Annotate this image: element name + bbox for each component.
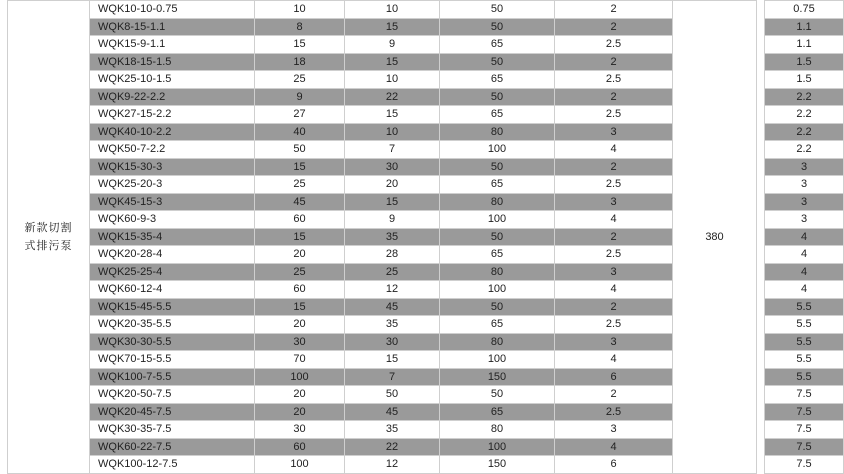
power-cell: 2.2 — [765, 123, 844, 141]
flow-cell: 45 — [255, 193, 345, 211]
flow-cell: 60 — [255, 281, 345, 299]
head-cell: 25 — [345, 263, 440, 281]
model-cell: WQK20-45-7.5 — [90, 403, 255, 421]
outlet-cell: 150 — [440, 368, 555, 386]
flow-cell: 20 — [255, 246, 345, 264]
head-cell: 45 — [345, 298, 440, 316]
head-cell: 10 — [345, 123, 440, 141]
outlet-cell: 50 — [440, 158, 555, 176]
spec-cell: 2 — [555, 88, 673, 106]
power-cell: 1.1 — [765, 18, 844, 36]
model-cell: WQK15-35-4 — [90, 228, 255, 246]
outlet-cell: 50 — [440, 88, 555, 106]
flow-cell: 100 — [255, 368, 345, 386]
pump-spec-body — [8, 1, 844, 474]
spec-cell: 2 — [555, 18, 673, 36]
flow-cell: 27 — [255, 106, 345, 124]
flow-cell: 10 — [255, 1, 345, 19]
category-label-line: 新款切割 — [24, 221, 73, 234]
outlet-cell: 65 — [440, 316, 555, 334]
spec-cell: 4 — [555, 281, 673, 299]
flow-cell: 20 — [255, 403, 345, 421]
model-cell: WQK60-9-3 — [90, 211, 255, 229]
category-label-line: 式排污泵 — [24, 239, 73, 252]
flow-cell: 18 — [255, 53, 345, 71]
flow-cell: 9 — [255, 88, 345, 106]
model-cell: WQK25-25-4 — [90, 263, 255, 281]
power-cell: 2.2 — [765, 141, 844, 159]
head-cell: 28 — [345, 246, 440, 264]
category-cell — [8, 1, 90, 474]
model-cell: WQK100-12-7.5 — [90, 456, 255, 474]
spec-cell: 2.5 — [555, 71, 673, 89]
power-cell: 0.75 — [765, 1, 844, 19]
voltage-cell: 380 — [673, 1, 757, 474]
head-cell: 35 — [345, 228, 440, 246]
power-cell: 7.5 — [765, 421, 844, 439]
spec-cell: 3 — [555, 421, 673, 439]
spec-cell: 2 — [555, 298, 673, 316]
power-cell: 7.5 — [765, 438, 844, 456]
head-cell: 7 — [345, 141, 440, 159]
spec-cell: 4 — [555, 438, 673, 456]
flow-cell: 60 — [255, 438, 345, 456]
head-cell: 35 — [345, 421, 440, 439]
outlet-cell: 100 — [440, 438, 555, 456]
power-cell: 4 — [765, 228, 844, 246]
power-cell: 5.5 — [765, 316, 844, 334]
model-cell: WQK70-15-5.5 — [90, 351, 255, 369]
flow-cell: 100 — [255, 456, 345, 474]
outlet-cell: 65 — [440, 176, 555, 194]
power-cell: 5.5 — [765, 298, 844, 316]
outlet-cell: 50 — [440, 228, 555, 246]
outlet-cell: 65 — [440, 36, 555, 54]
flow-cell: 25 — [255, 263, 345, 281]
head-cell: 35 — [345, 316, 440, 334]
outlet-cell: 100 — [440, 281, 555, 299]
power-cell: 3 — [765, 211, 844, 229]
flow-cell: 30 — [255, 333, 345, 351]
power-cell: 4 — [765, 281, 844, 299]
outlet-cell: 65 — [440, 403, 555, 421]
outlet-cell: 80 — [440, 333, 555, 351]
spec-cell: 3 — [555, 123, 673, 141]
flow-cell: 15 — [255, 298, 345, 316]
spec-cell: 2.5 — [555, 106, 673, 124]
spec-cell: 2.5 — [555, 403, 673, 421]
head-cell: 10 — [345, 1, 440, 19]
head-cell: 15 — [345, 351, 440, 369]
head-cell: 22 — [345, 438, 440, 456]
spec-cell: 2.5 — [555, 36, 673, 54]
flow-cell: 25 — [255, 176, 345, 194]
head-cell: 7 — [345, 368, 440, 386]
power-cell: 5.5 — [765, 368, 844, 386]
spec-cell: 6 — [555, 456, 673, 474]
outlet-cell: 100 — [440, 211, 555, 229]
model-cell: WQK60-12-4 — [90, 281, 255, 299]
flow-cell: 50 — [255, 141, 345, 159]
head-cell: 9 — [345, 36, 440, 54]
outlet-cell: 50 — [440, 18, 555, 36]
model-cell: WQK15-30-3 — [90, 158, 255, 176]
outlet-cell: 80 — [440, 123, 555, 141]
spec-cell: 6 — [555, 368, 673, 386]
head-cell: 50 — [345, 386, 440, 404]
model-cell: WQK40-10-2.2 — [90, 123, 255, 141]
head-cell: 20 — [345, 176, 440, 194]
power-cell: 5.5 — [765, 351, 844, 369]
head-cell: 15 — [345, 18, 440, 36]
spec-cell: 3 — [555, 333, 673, 351]
head-cell: 30 — [345, 158, 440, 176]
head-cell: 15 — [345, 193, 440, 211]
pump-spec-table — [7, 0, 844, 474]
head-cell: 9 — [345, 211, 440, 229]
outlet-cell: 65 — [440, 246, 555, 264]
spec-cell: 2 — [555, 158, 673, 176]
model-cell: WQK25-10-1.5 — [90, 71, 255, 89]
model-cell: WQK60-22-7.5 — [90, 438, 255, 456]
model-cell: WQK50-7-2.2 — [90, 141, 255, 159]
spec-cell: 2.5 — [555, 316, 673, 334]
power-cell: 4 — [765, 246, 844, 264]
flow-cell: 40 — [255, 123, 345, 141]
power-cell: 2.2 — [765, 88, 844, 106]
spec-cell: 4 — [555, 351, 673, 369]
power-cell: 2.2 — [765, 106, 844, 124]
flow-cell: 60 — [255, 211, 345, 229]
flow-cell: 15 — [255, 158, 345, 176]
head-cell: 15 — [345, 53, 440, 71]
power-cell: 1.5 — [765, 53, 844, 71]
power-cell: 7.5 — [765, 403, 844, 421]
model-cell: WQK10-10-0.75 — [90, 1, 255, 19]
outlet-cell: 150 — [440, 456, 555, 474]
column-gap — [757, 1, 765, 474]
outlet-cell: 80 — [440, 421, 555, 439]
head-cell: 22 — [345, 88, 440, 106]
table-row — [8, 1, 844, 19]
spec-cell: 2 — [555, 1, 673, 19]
power-cell: 4 — [765, 263, 844, 281]
head-cell: 12 — [345, 456, 440, 474]
power-cell: 1.1 — [765, 36, 844, 54]
outlet-cell: 100 — [440, 351, 555, 369]
power-cell: 3 — [765, 158, 844, 176]
head-cell: 12 — [345, 281, 440, 299]
spec-cell: 3 — [555, 263, 673, 281]
flow-cell: 15 — [255, 228, 345, 246]
head-cell: 45 — [345, 403, 440, 421]
spec-cell: 2 — [555, 386, 673, 404]
power-cell: 3 — [765, 193, 844, 211]
model-cell: WQK20-35-5.5 — [90, 316, 255, 334]
flow-cell: 20 — [255, 386, 345, 404]
model-cell: WQK20-50-7.5 — [90, 386, 255, 404]
model-cell: WQK8-15-1.1 — [90, 18, 255, 36]
outlet-cell: 100 — [440, 141, 555, 159]
outlet-cell: 65 — [440, 71, 555, 89]
power-cell: 3 — [765, 176, 844, 194]
model-cell: WQK9-22-2.2 — [90, 88, 255, 106]
power-cell: 7.5 — [765, 456, 844, 474]
outlet-cell: 80 — [440, 193, 555, 211]
spec-cell: 3 — [555, 193, 673, 211]
model-cell: WQK18-15-1.5 — [90, 53, 255, 71]
model-cell: WQK30-35-7.5 — [90, 421, 255, 439]
outlet-cell: 80 — [440, 263, 555, 281]
head-cell: 15 — [345, 106, 440, 124]
flow-cell: 20 — [255, 316, 345, 334]
outlet-cell: 65 — [440, 106, 555, 124]
flow-cell: 8 — [255, 18, 345, 36]
model-cell: WQK15-9-1.1 — [90, 36, 255, 54]
power-cell: 1.5 — [765, 71, 844, 89]
model-cell: WQK100-7-5.5 — [90, 368, 255, 386]
spec-cell: 2.5 — [555, 246, 673, 264]
model-cell: WQK25-20-3 — [90, 176, 255, 194]
head-cell: 30 — [345, 333, 440, 351]
spec-cell: 2 — [555, 228, 673, 246]
flow-cell: 25 — [255, 71, 345, 89]
flow-cell: 15 — [255, 36, 345, 54]
outlet-cell: 50 — [440, 386, 555, 404]
power-cell: 7.5 — [765, 386, 844, 404]
spec-cell: 4 — [555, 211, 673, 229]
outlet-cell: 50 — [440, 298, 555, 316]
spec-cell: 2 — [555, 53, 673, 71]
flow-cell: 30 — [255, 421, 345, 439]
model-cell: WQK30-30-5.5 — [90, 333, 255, 351]
head-cell: 10 — [345, 71, 440, 89]
model-cell: WQK27-15-2.2 — [90, 106, 255, 124]
outlet-cell: 50 — [440, 53, 555, 71]
outlet-cell: 50 — [440, 1, 555, 19]
spec-cell: 4 — [555, 141, 673, 159]
model-cell: WQK15-45-5.5 — [90, 298, 255, 316]
power-cell: 5.5 — [765, 333, 844, 351]
flow-cell: 70 — [255, 351, 345, 369]
model-cell: WQK45-15-3 — [90, 193, 255, 211]
spec-cell: 2.5 — [555, 176, 673, 194]
model-cell: WQK20-28-4 — [90, 246, 255, 264]
